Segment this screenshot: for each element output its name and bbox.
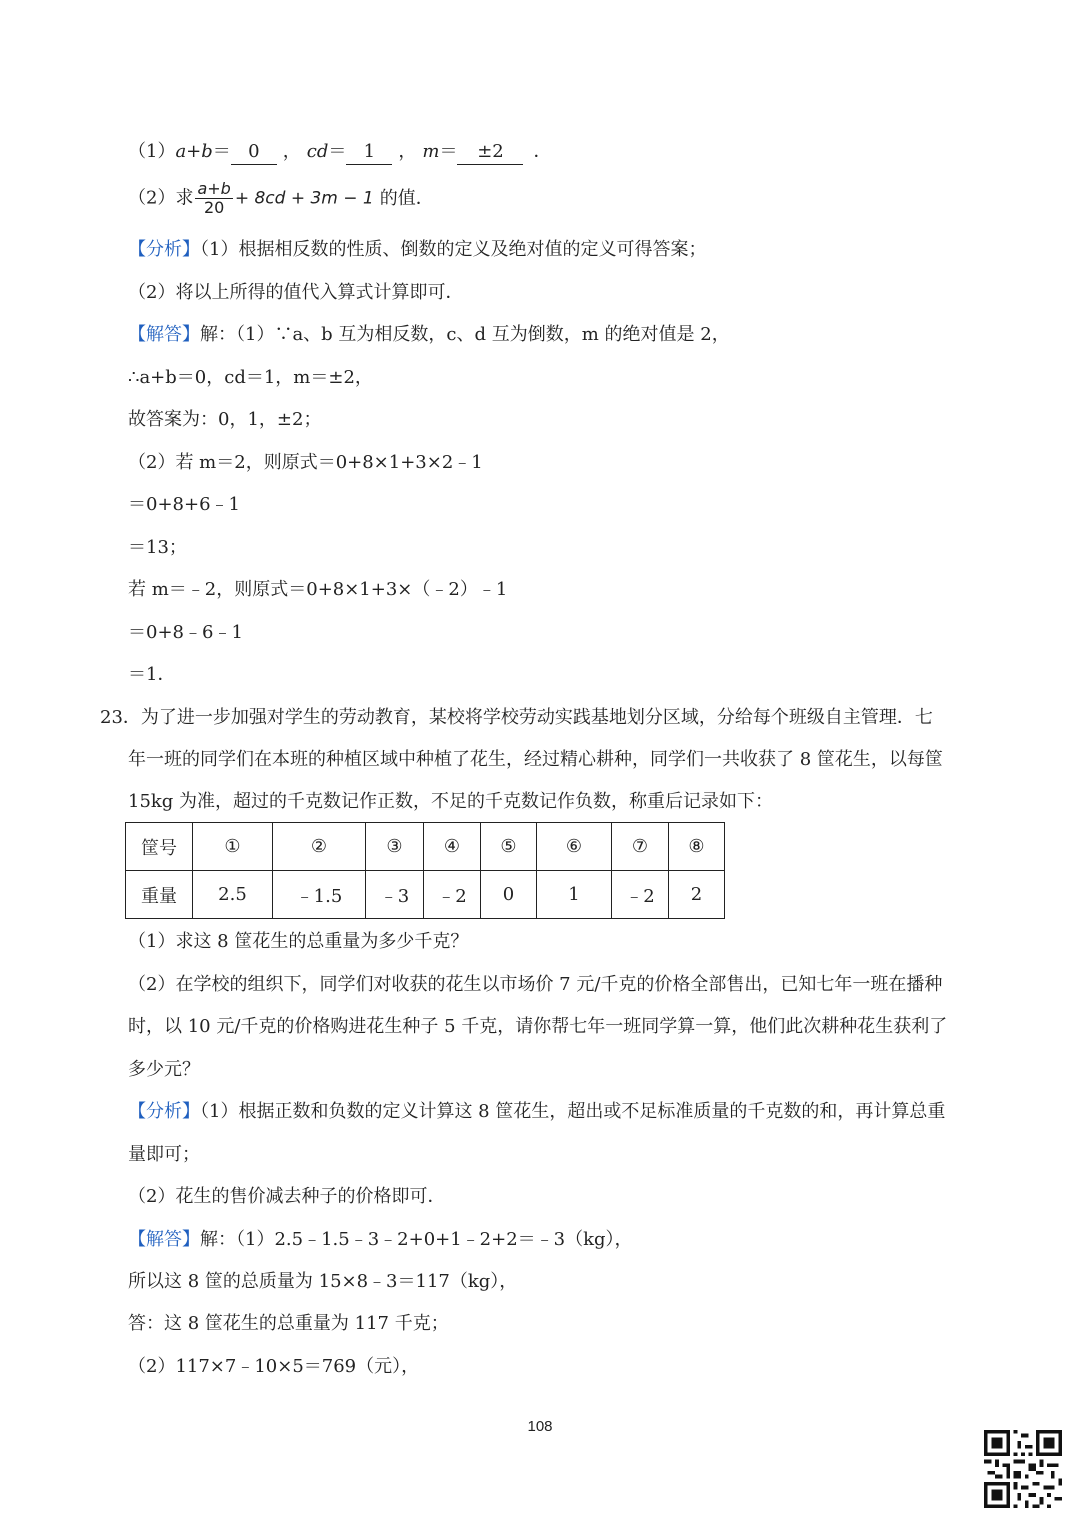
page-number: 108 xyxy=(527,1418,553,1435)
analysis-text: （2）将以上所得的值代入算式计算即可． xyxy=(128,282,464,303)
solution-text: ＝13； xyxy=(128,537,187,558)
fraction-numerator: a+b xyxy=(197,179,231,198)
solution-text: 答：这 8 筐花生的总重量为 117 千克； xyxy=(128,1313,449,1334)
q22-solution-line7 xyxy=(128,578,507,602)
analysis-text: （1）根据相反数的性质、倒数的定义及绝对值的定义可得答案； xyxy=(200,239,707,260)
question-stem: 年一班的同学们在本班的种植区域中种植了花生，经过精心耕种，同学们一共收获了 8 筐花生，以每筐 xyxy=(128,749,943,770)
q23-part2-line1 xyxy=(128,973,942,997)
q23-analysis-line3 xyxy=(128,1185,445,1209)
table-header-cell: 筐号 xyxy=(126,823,193,871)
table-cell: ﹣3 xyxy=(366,871,424,919)
question-part: （2）在学校的组织下，同学们对收获的花生以市场价 7 元/千克的价格全部售出，已知七年一班在播种 xyxy=(128,974,943,995)
q22-solution-line5 xyxy=(128,493,240,517)
q23-solution-line4 xyxy=(128,1355,419,1379)
table-cell: 2.5 xyxy=(193,871,273,919)
table-cell: ③ xyxy=(366,823,424,871)
q23-solution-line3 xyxy=(128,1312,449,1336)
q23-part2-line3 xyxy=(128,1058,200,1082)
q23-part2-line2 xyxy=(128,1015,947,1039)
q22-solution-line3 xyxy=(128,408,321,432)
analysis-tag: 【分析】 xyxy=(128,239,200,260)
q23-analysis-line2 xyxy=(128,1143,200,1167)
solution-text: ＝1． xyxy=(128,664,176,685)
question-part: 时，以 10 元/千克的价格购进花生种子 5 千克，请你帮七年一班同学算一算，他们此次耕种花生获利了 xyxy=(128,1016,948,1037)
expr-cd: cd xyxy=(306,141,329,162)
answer-blank-cd: 1 xyxy=(346,140,392,165)
question-part: 多少元？ xyxy=(128,1059,200,1080)
solution-text: ∴a+b＝0，cd＝1，m＝±2， xyxy=(128,367,373,388)
solution-text: ＝0+8﹣6﹣1 xyxy=(128,622,243,643)
q23-stem-line1 xyxy=(100,706,933,730)
table-row xyxy=(126,823,725,871)
q22-solution-line9 xyxy=(128,663,175,687)
equals: ＝ xyxy=(212,141,231,162)
q22-solution-line4 xyxy=(128,451,483,475)
solution-text: 故答案为：0，1，±2； xyxy=(128,409,322,430)
solution-text: 若 m＝﹣2，则原式＝0+8×1+3×（﹣2）﹣1 xyxy=(128,579,508,600)
solution-text: （2）117×7﹣10×5＝769（元）， xyxy=(128,1356,420,1377)
separator: ， xyxy=(282,141,301,162)
separator: ， xyxy=(398,141,417,162)
table-cell: ② xyxy=(273,823,366,871)
fraction xyxy=(195,180,232,217)
q23-solution-line1 xyxy=(128,1228,633,1252)
solution-text: 解：（1）∵a、b 互为相反数，c、d 互为倒数，m 的绝对值是 2， xyxy=(200,324,730,345)
analysis-text: （1）根据正数和负数的定义计算这 8 筐花生，超出或不足标准质量的千克数的和，再计算总重 xyxy=(200,1101,946,1122)
table-cell: ⑥ xyxy=(537,823,612,871)
q23-stem-line2 xyxy=(128,748,943,772)
table-cell: ⑦ xyxy=(612,823,669,871)
q22-analysis-line2 xyxy=(128,281,463,305)
q22-analysis-line1 xyxy=(128,238,706,262)
equals: ＝ xyxy=(439,141,458,162)
solution-tag: 【解答】 xyxy=(128,1229,200,1250)
expression-tail: 的值． xyxy=(379,187,434,209)
solution-text: 解：（1）2.5﹣1.5﹣3﹣2+0+1﹣2+2＝﹣3（kg）， xyxy=(200,1229,633,1250)
solution-text: ＝0+8+6﹣1 xyxy=(128,494,240,515)
table-cell: ﹣2 xyxy=(612,871,669,919)
q22-solution-line2 xyxy=(128,366,373,390)
solution-tag: 【解答】 xyxy=(128,324,200,345)
qr-code-icon xyxy=(984,1430,1062,1508)
expr-m: m xyxy=(422,141,440,162)
table-cell: ⑧ xyxy=(669,823,725,871)
table-cell: 2 xyxy=(669,871,725,919)
answer-blank-ab: 0 xyxy=(231,140,277,165)
table-cell: ④ xyxy=(424,823,481,871)
solution-text: 所以这 8 筐的总质量为 15×8﹣3＝117（kg）， xyxy=(128,1271,518,1292)
table-cell: ﹣2 xyxy=(424,871,481,919)
part-label: （1） xyxy=(128,141,176,162)
period: ． xyxy=(533,141,552,162)
table-row xyxy=(126,871,725,919)
question-number: 23． xyxy=(100,707,141,728)
answer-blank-m: ±2 xyxy=(457,140,523,165)
question-stem: 为了进一步加强对学生的劳动教育，某校将学校劳动实践基地划分区域，分给每个班级自主管理．七 xyxy=(140,707,933,728)
question-stem: 15kg 为准，超过的千克数记作正数，不足的千克数记作负数，称重后记录如下： xyxy=(128,791,774,812)
table-cell: ﹣1.5 xyxy=(273,871,366,919)
fraction-denominator: 20 xyxy=(203,198,225,217)
q23-part1-line xyxy=(128,930,468,954)
q22-solution-line1 xyxy=(128,323,730,347)
q22-solution-line6 xyxy=(128,536,187,560)
basket-weight-table xyxy=(125,822,725,919)
table-cell: 1 xyxy=(537,871,612,919)
q22-part1-line xyxy=(128,140,551,165)
q22-part2-line xyxy=(128,180,434,217)
q22-solution-line8 xyxy=(128,621,243,645)
equals: ＝ xyxy=(328,141,347,162)
table-cell: ⑤ xyxy=(481,823,537,871)
expression-rest: + 8cd + 3m − 1 xyxy=(234,188,374,209)
question-part: （1）求这 8 筐花生的总重量为多少千克？ xyxy=(128,931,469,952)
table-header-cell: 重量 xyxy=(126,871,193,919)
q23-solution-line2 xyxy=(128,1270,517,1294)
analysis-text: （2）花生的售价减去种子的价格即可． xyxy=(128,1186,446,1207)
q23-analysis-line1 xyxy=(128,1100,945,1124)
solution-text: （2）若 m＝2，则原式＝0+8×1+3×2﹣1 xyxy=(128,452,483,473)
table-cell: ① xyxy=(193,823,273,871)
analysis-tag: 【分析】 xyxy=(128,1101,200,1122)
expr-ab: a+b xyxy=(175,141,213,162)
q23-stem-line3 xyxy=(128,790,773,814)
part-label: （2）求 xyxy=(128,187,194,209)
table-cell: 0 xyxy=(481,871,537,919)
analysis-text: 量即可； xyxy=(128,1144,200,1165)
